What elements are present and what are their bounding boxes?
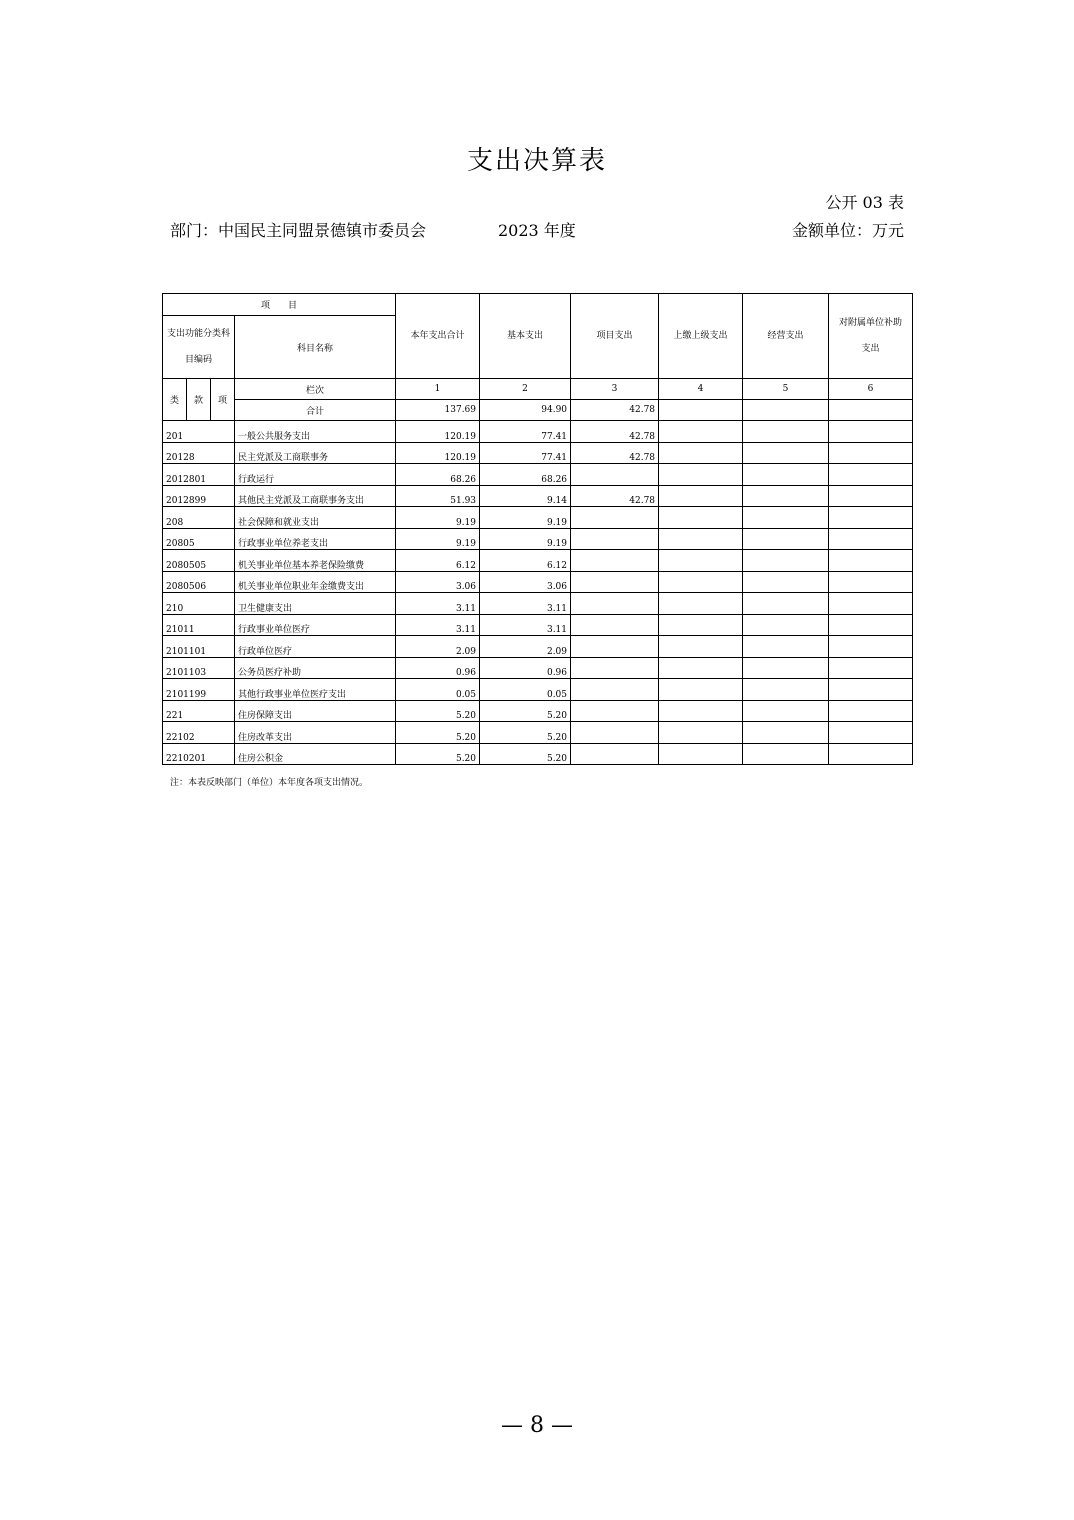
row-value-3 <box>571 743 659 765</box>
row-value-5 <box>743 550 829 572</box>
row-subject-name: 其他民主党派及工商联事务支出 <box>235 485 396 507</box>
header-item: 项 目 <box>163 294 396 316</box>
table-note: 注：本表反映部门（单位）本年度各项支出情况。 <box>170 778 369 788</box>
row-value-4 <box>659 421 743 443</box>
table-row <box>163 700 913 722</box>
header-lei: 类 <box>163 379 187 421</box>
row-value-3 <box>571 593 659 615</box>
row-code: 21011 <box>163 614 235 636</box>
total-value-1: 137.69 <box>396 400 480 421</box>
row-value-2: 5.20 <box>480 743 571 765</box>
row-value-2: 3.06 <box>480 571 571 593</box>
row-code: 221 <box>163 700 235 722</box>
row-value-6 <box>829 679 913 701</box>
col-number-5: 5 <box>743 379 829 400</box>
row-value-3 <box>571 528 659 550</box>
row-value-5 <box>743 507 829 529</box>
row-value-2: 2.09 <box>480 636 571 658</box>
row-value-5 <box>743 700 829 722</box>
table-row <box>163 528 913 550</box>
row-code: 201 <box>163 421 235 443</box>
row-value-6 <box>829 722 913 744</box>
row-value-4 <box>659 550 743 572</box>
row-subject-name: 住房保障支出 <box>235 700 396 722</box>
row-value-4 <box>659 722 743 744</box>
row-subject-name: 行政运行 <box>235 464 396 486</box>
row-value-6 <box>829 700 913 722</box>
row-value-5 <box>743 464 829 486</box>
row-code: 2101103 <box>163 657 235 679</box>
row-value-4 <box>659 571 743 593</box>
total-label: 合计 <box>235 400 396 421</box>
row-code: 2080505 <box>163 550 235 572</box>
row-value-5 <box>743 485 829 507</box>
row-value-2: 5.20 <box>480 722 571 744</box>
table-row <box>163 442 913 464</box>
row-value-2: 9.19 <box>480 507 571 529</box>
header-col-5: 经营支出 <box>743 294 829 379</box>
row-value-5 <box>743 722 829 744</box>
row-subject-name: 一般公共服务支出 <box>235 421 396 443</box>
header-col-2: 基本支出 <box>480 294 571 379</box>
row-value-6 <box>829 636 913 658</box>
fiscal-year: 2023 年度 <box>498 221 576 240</box>
row-value-1: 68.26 <box>396 464 480 486</box>
total-value-3: 42.78 <box>571 400 659 421</box>
row-value-1: 0.05 <box>396 679 480 701</box>
row-subject-name: 行政单位医疗 <box>235 636 396 658</box>
row-code: 22102 <box>163 722 235 744</box>
total-value-2: 94.90 <box>480 400 571 421</box>
row-value-5 <box>743 679 829 701</box>
currency-unit: 金额单位：万元 <box>791 221 904 240</box>
row-value-1: 3.11 <box>396 593 480 615</box>
row-value-5 <box>743 657 829 679</box>
header-func-class: 支出功能分类科目编码 <box>163 316 235 379</box>
expenditure-table <box>162 293 913 765</box>
row-subject-name: 公务员医疗补助 <box>235 657 396 679</box>
row-value-2: 9.19 <box>480 528 571 550</box>
total-value-4 <box>659 400 743 421</box>
page-number: — 8 — <box>501 1413 573 1438</box>
department-label: 部门：中国民主同盟景德镇市委员会 <box>170 221 427 240</box>
row-value-2: 3.11 <box>480 593 571 615</box>
row-value-1: 6.12 <box>396 550 480 572</box>
row-value-6 <box>829 464 913 486</box>
row-value-1: 120.19 <box>396 442 480 464</box>
row-value-6 <box>829 571 913 593</box>
row-value-5 <box>743 636 829 658</box>
table-row <box>163 550 913 572</box>
header-xiang: 项 <box>211 379 235 421</box>
row-code: 20128 <box>163 442 235 464</box>
row-value-3 <box>571 636 659 658</box>
table-row <box>163 507 913 529</box>
row-value-6 <box>829 550 913 572</box>
table-row <box>163 593 913 615</box>
row-value-6 <box>829 614 913 636</box>
form-number: 公开 03 表 <box>825 193 904 212</box>
row-value-5 <box>743 528 829 550</box>
row-value-1: 0.96 <box>396 657 480 679</box>
table-row <box>163 421 913 443</box>
row-value-4 <box>659 442 743 464</box>
row-value-4 <box>659 700 743 722</box>
row-value-5 <box>743 614 829 636</box>
row-value-4 <box>659 657 743 679</box>
row-value-5 <box>743 593 829 615</box>
row-value-4 <box>659 743 743 765</box>
col-number-6: 6 <box>829 379 913 400</box>
row-value-3: 42.78 <box>571 485 659 507</box>
row-value-4 <box>659 528 743 550</box>
row-value-5 <box>743 571 829 593</box>
row-value-4 <box>659 464 743 486</box>
row-value-2: 0.96 <box>480 657 571 679</box>
row-code: 208 <box>163 507 235 529</box>
table-row <box>163 636 913 658</box>
row-value-4 <box>659 679 743 701</box>
row-subject-name: 住房改革支出 <box>235 722 396 744</box>
row-value-1: 5.20 <box>396 722 480 744</box>
row-subject-name: 行政事业单位养老支出 <box>235 528 396 550</box>
col-number-4: 4 <box>659 379 743 400</box>
row-subject-name: 社会保障和就业支出 <box>235 507 396 529</box>
row-subject-name: 民主党派及工商联事务 <box>235 442 396 464</box>
row-value-3: 42.78 <box>571 421 659 443</box>
row-value-6 <box>829 528 913 550</box>
header-col-1: 本年支出合计 <box>396 294 480 379</box>
row-value-6 <box>829 593 913 615</box>
row-value-1: 3.11 <box>396 614 480 636</box>
row-value-6 <box>829 743 913 765</box>
header-col-3: 项目支出 <box>571 294 659 379</box>
row-value-3: 42.78 <box>571 442 659 464</box>
row-value-3 <box>571 571 659 593</box>
row-value-3 <box>571 700 659 722</box>
header-col-6: 对附属单位补助支出 <box>829 294 913 379</box>
row-value-1: 3.06 <box>396 571 480 593</box>
page-title: 支出决算表 <box>466 146 607 176</box>
row-value-3 <box>571 507 659 529</box>
row-subject-name: 机关事业单位基本养老保险缴费 <box>235 550 396 572</box>
row-value-5 <box>743 421 829 443</box>
row-subject-name: 其他行政事业单位医疗支出 <box>235 679 396 701</box>
row-value-3 <box>571 722 659 744</box>
row-subject-name: 卫生健康支出 <box>235 593 396 615</box>
row-value-3 <box>571 464 659 486</box>
row-value-4 <box>659 485 743 507</box>
header-col-4: 上缴上级支出 <box>659 294 743 379</box>
header-kuan: 款 <box>187 379 211 421</box>
row-code: 2210201 <box>163 743 235 765</box>
header-subject-name: 科目名称 <box>235 316 396 379</box>
row-value-1: 5.20 <box>396 700 480 722</box>
row-value-2: 5.20 <box>480 700 571 722</box>
row-value-4 <box>659 614 743 636</box>
row-code: 2101199 <box>163 679 235 701</box>
row-value-4 <box>659 593 743 615</box>
table-row <box>163 722 913 744</box>
row-value-1: 9.19 <box>396 507 480 529</box>
row-value-6 <box>829 657 913 679</box>
row-code: 210 <box>163 593 235 615</box>
row-value-6 <box>829 421 913 443</box>
table-row <box>163 679 913 701</box>
row-value-2: 6.12 <box>480 550 571 572</box>
row-value-2: 68.26 <box>480 464 571 486</box>
table-row <box>163 571 913 593</box>
row-value-3 <box>571 614 659 636</box>
row-code: 20805 <box>163 528 235 550</box>
row-subject-name: 行政事业单位医疗 <box>235 614 396 636</box>
row-value-2: 9.14 <box>480 485 571 507</box>
col-number-3: 3 <box>571 379 659 400</box>
row-value-4 <box>659 636 743 658</box>
row-code: 2101101 <box>163 636 235 658</box>
col-number-2: 2 <box>480 379 571 400</box>
total-value-6 <box>829 400 913 421</box>
table-row <box>163 743 913 765</box>
row-value-2: 0.05 <box>480 679 571 701</box>
row-code: 2080506 <box>163 571 235 593</box>
row-value-3 <box>571 657 659 679</box>
row-value-3 <box>571 679 659 701</box>
row-value-5 <box>743 442 829 464</box>
row-value-1: 2.09 <box>396 636 480 658</box>
col-number-1: 1 <box>396 379 480 400</box>
table-row <box>163 485 913 507</box>
row-value-3 <box>571 550 659 572</box>
row-value-2: 77.41 <box>480 442 571 464</box>
row-value-1: 5.20 <box>396 743 480 765</box>
row-code: 2012801 <box>163 464 235 486</box>
row-value-1: 9.19 <box>396 528 480 550</box>
row-value-4 <box>659 507 743 529</box>
row-subject-name: 机关事业单位职业年金缴费支出 <box>235 571 396 593</box>
total-value-5 <box>743 400 829 421</box>
header-lanci: 栏次 <box>235 379 396 400</box>
row-value-6 <box>829 507 913 529</box>
row-code: 2012899 <box>163 485 235 507</box>
table-row <box>163 657 913 679</box>
table-row <box>163 464 913 486</box>
row-subject-name: 住房公积金 <box>235 743 396 765</box>
table-row <box>163 614 913 636</box>
row-value-5 <box>743 743 829 765</box>
row-value-2: 77.41 <box>480 421 571 443</box>
row-value-6 <box>829 485 913 507</box>
row-value-2: 3.11 <box>480 614 571 636</box>
row-value-6 <box>829 442 913 464</box>
row-value-1: 120.19 <box>396 421 480 443</box>
row-value-1: 51.93 <box>396 485 480 507</box>
